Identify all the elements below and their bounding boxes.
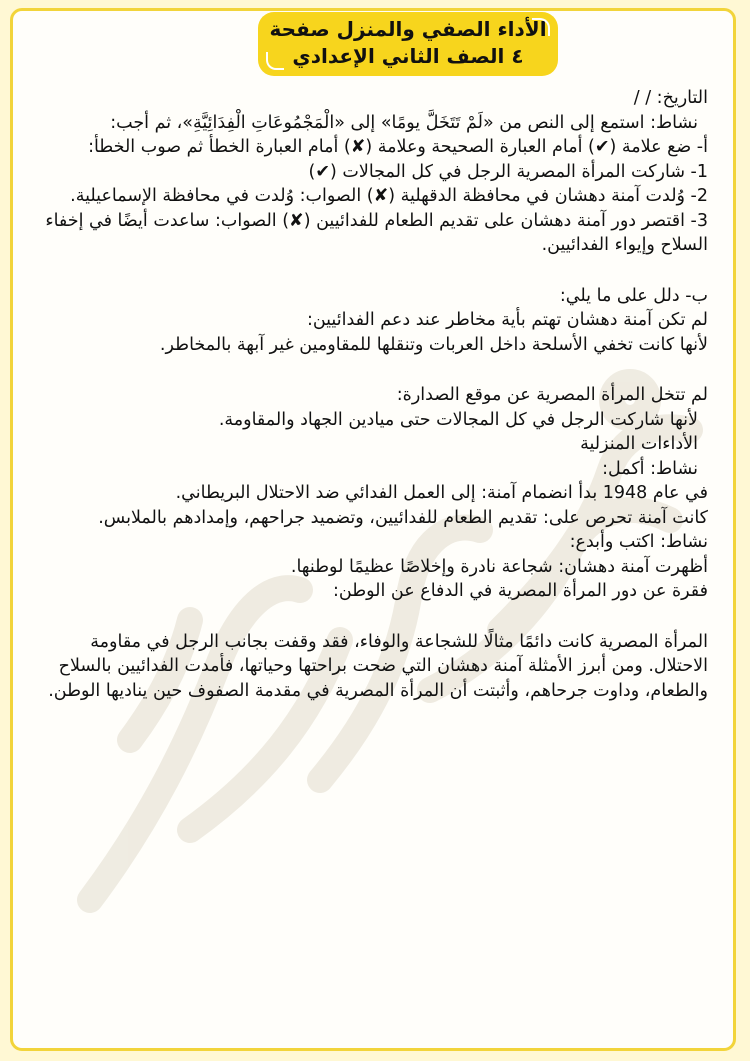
page-title: الأداء الصفي والمنزل صفحة: [269, 17, 547, 41]
paragraph-answer: المرأة المصرية كانت دائمًا مثالًا للشجاعة والوفاء، فقد وقفت بجانب الرجل في مقاومة الاحتلال. ومن أبرز الأمثلة آمنة دهشان التي ضحت براحتها وحياتها، فأمدت الفدائيين بالسلاح والطعام، وداوت جرحاهم، وأثبتت أن المرأة المصرية في مقدمة الصفوف حين يناديها الوطن.: [48, 631, 708, 701]
write-activity: نشاط: اكتب وأبدع:: [569, 532, 708, 552]
question-2: لم تتخل المرأة المصرية عن موقع الصدارة:: [396, 385, 708, 405]
answer-2: لأنها شاركت الرجل في كل المجالات حتى ميادين الجهاد والمقاومة.: [218, 409, 698, 430]
worksheet-content: [32, 86, 708, 703]
complete-item-2: كانت آمنة تحرص على: تقديم الطعام للفدائيين، وتضميد جراحهم، وإمدادهم بالملابس.: [98, 507, 708, 528]
statement-1: 1- شاركت المرأة المصرية الرجل في كل المجالات (✔): [308, 161, 708, 182]
banner-corner-decoration: [266, 52, 284, 70]
grade-title: ٤ الصف الثاني الإعدادي: [292, 44, 524, 68]
part-a-instruction: أ- ضع علامة (✔) أمام العبارة الصحيحة وعلامة (✘) أمام العبارة الخطأ ثم صوب الخطأ:: [88, 137, 708, 157]
date-line: التاريخ: / /: [633, 88, 708, 108]
answer-1: لأنها كانت تخفي الأسلحة داخل العربات وتنقلها للمقاومين غير آبهة بالمخاطر.: [159, 334, 708, 355]
home-section-title: الأداءات المنزلية: [580, 434, 698, 454]
part-b-instruction: ب- دلل على ما يلي:: [559, 285, 708, 306]
complete-item-1: في عام 1948 بدأ انضمام آمنة: إلى العمل الفدائي ضد الاحتلال البريطاني.: [175, 483, 708, 503]
paragraph-prompt: فقرة عن دور المرأة المصرية في الدفاع عن الوطن:: [332, 581, 708, 601]
statement-3: 3- اقتصر دور آمنة دهشان على تقديم الطعام للفدائيين (✘) الصواب: ساعدت أيضًا في إخفاء السلاح وإيواء الفدائيين.: [45, 210, 708, 255]
complete-activity: نشاط: أكمل:: [602, 458, 698, 479]
write-item-1: أظهرت آمنة دهشان: شجاعة نادرة وإخلاصًا عظيمًا لوطنها.: [290, 556, 708, 577]
title-banner: [258, 12, 558, 76]
banner-corner-decoration: [532, 18, 550, 36]
question-1: لم تكن آمنة دهشان تهتم بأية مخاطر عند دعم الفدائيين:: [306, 310, 708, 330]
activity-intro: نشاط: استمع إلى النص من «لَمْ تَتَخَلَّ يومًا» إلى «الْمَجْمُوعَاتِ الْفِدَائِيَّةِ»، ثم أجب:: [110, 112, 698, 133]
statement-2: 2- وُلدت آمنة دهشان في محافظة الدقهلية (✘) الصواب: وُلدت في محافظة الإسماعيلية.: [70, 186, 708, 206]
